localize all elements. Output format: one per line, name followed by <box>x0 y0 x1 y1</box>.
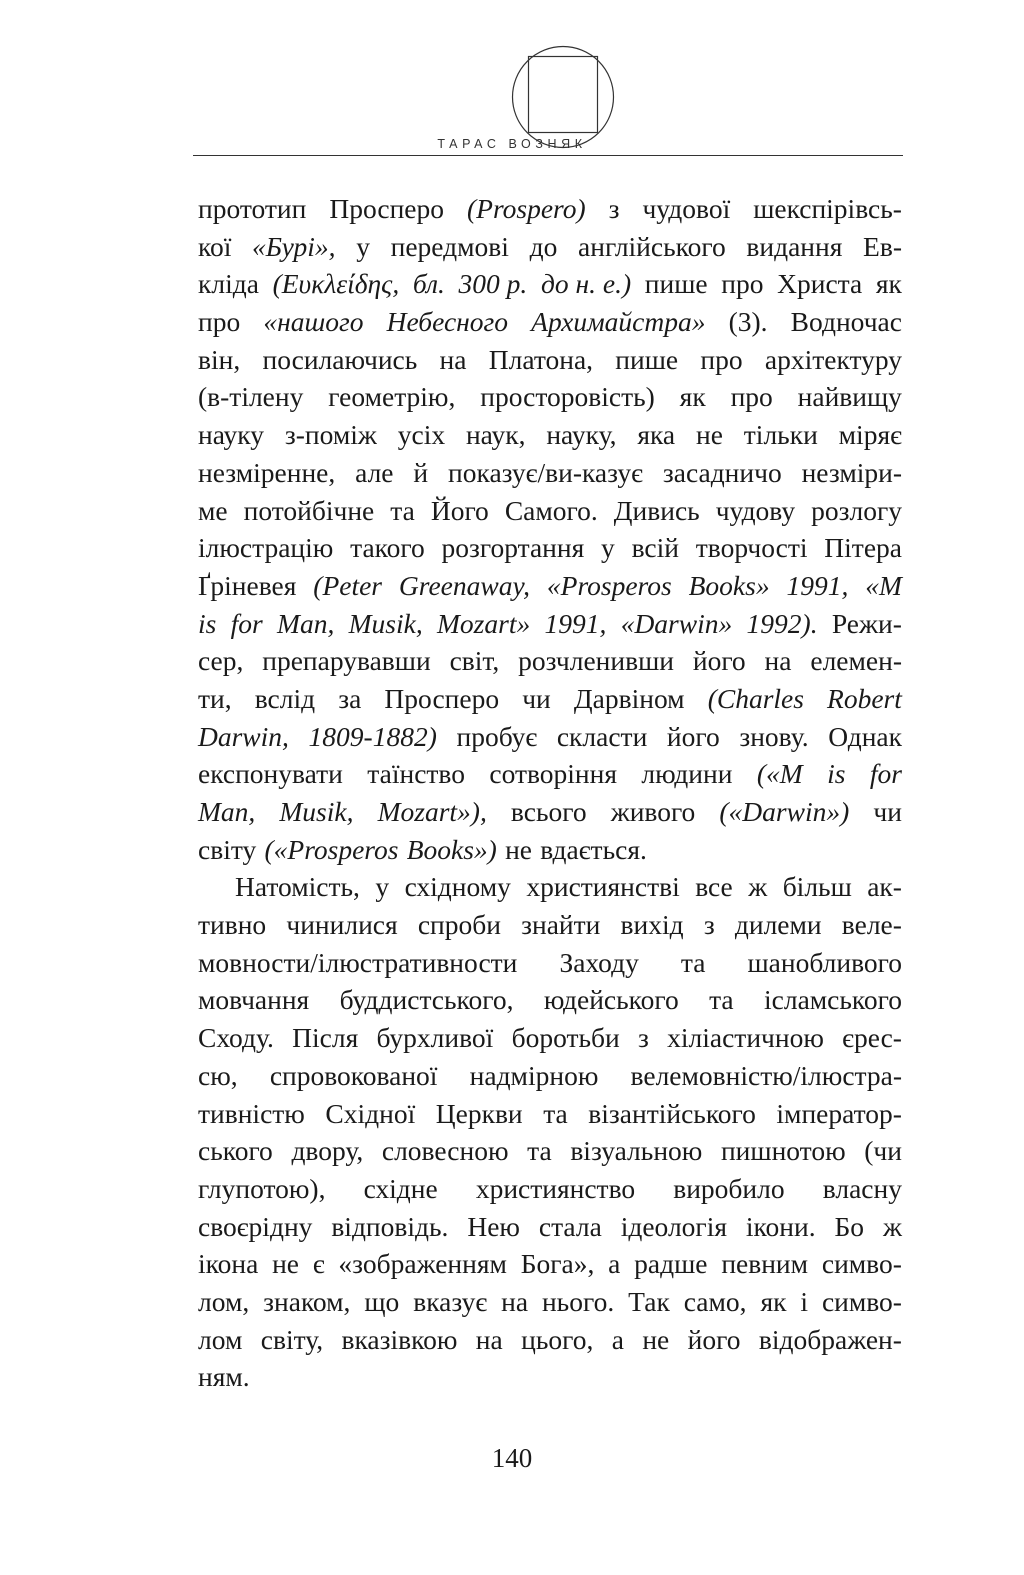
word: своєрідну <box>198 1210 313 1242</box>
word: сотворіння <box>489 758 618 790</box>
word: розгортання <box>441 532 585 564</box>
text-line <box>198 378 902 416</box>
text-line <box>198 605 902 643</box>
word: таїнство <box>367 758 465 790</box>
word: мовчання <box>198 984 310 1016</box>
word: спровокованої <box>269 1059 438 1091</box>
word: ак- <box>867 871 902 903</box>
word: потойбічне <box>243 494 375 526</box>
word: з <box>608 193 620 224</box>
text-line <box>198 567 902 605</box>
text-line <box>198 944 902 982</box>
word: розлогу <box>811 494 902 526</box>
word: всього <box>510 796 587 827</box>
text-line <box>198 1057 902 1095</box>
word: чи <box>522 682 551 714</box>
word: ідеологія <box>620 1210 727 1242</box>
word: пишнотою <box>720 1135 846 1167</box>
word: тивно <box>198 909 267 941</box>
word: Greenaway, <box>398 569 531 601</box>
paragraph <box>198 868 902 1396</box>
word: шанобливого <box>747 946 902 978</box>
word: Архимайстра» <box>531 306 706 338</box>
word: симво- <box>821 1285 902 1317</box>
word: є <box>312 1248 325 1280</box>
word: у <box>356 230 370 262</box>
paragraph <box>198 190 902 868</box>
word: ського <box>198 1135 273 1167</box>
text-line <box>198 718 902 756</box>
word: він, <box>198 343 241 375</box>
word: як <box>760 1285 787 1317</box>
word: Ґріневея <box>198 569 297 601</box>
word: дилеми <box>734 909 822 941</box>
text-line <box>198 906 902 944</box>
word: Musik, <box>279 796 354 827</box>
word: східне <box>363 1172 438 1204</box>
word: Сходу. <box>198 1022 274 1054</box>
text-line <box>198 1095 902 1133</box>
word: боротьби <box>511 1022 620 1054</box>
word: Платона, <box>488 343 594 375</box>
word: бурхливої <box>376 1022 494 1054</box>
word: про <box>198 306 241 338</box>
text-line <box>198 492 902 530</box>
word: про <box>721 268 764 300</box>
word: вихід <box>620 909 684 941</box>
word: а <box>608 1248 621 1280</box>
word: (Charles <box>707 682 804 714</box>
word: Robert <box>827 682 902 714</box>
text-line <box>198 680 902 718</box>
word: симво- <box>821 1248 902 1280</box>
word: та <box>709 984 734 1016</box>
word: знайти <box>521 909 601 941</box>
word: науку <box>198 419 264 451</box>
word: про <box>730 381 773 413</box>
word: 1809-1882) <box>308 720 437 752</box>
text-line <box>198 228 902 266</box>
word: чудову <box>715 494 796 526</box>
word: Дарвіном <box>573 682 685 714</box>
word: веле- <box>841 909 902 941</box>
word: пише <box>615 343 679 375</box>
word: «Darwin» <box>620 607 733 639</box>
word: візуальною <box>570 1135 703 1167</box>
word: живого <box>610 796 696 827</box>
word: виробило <box>673 1172 785 1204</box>
word: for <box>869 758 902 790</box>
word: на <box>475 1323 503 1355</box>
word: його <box>692 645 746 677</box>
word: а <box>611 1323 624 1355</box>
text-line <box>198 1245 902 1283</box>
word: глупотою), <box>198 1172 326 1204</box>
word: геометрію, <box>328 381 456 413</box>
word: кліда <box>198 268 259 300</box>
word: Man, <box>198 796 256 827</box>
word: до н. е.) <box>540 268 632 300</box>
word: на <box>764 645 792 677</box>
text-line <box>198 981 902 1019</box>
word: знаком, <box>263 1285 351 1317</box>
word: засадничо <box>662 456 782 488</box>
word: Східної <box>325 1097 416 1129</box>
word: усіх <box>397 419 446 451</box>
word: але <box>355 456 394 488</box>
word: християнстві <box>526 871 680 903</box>
word: відповідь. <box>331 1210 449 1242</box>
header-rule <box>193 155 903 156</box>
text-line <box>198 1321 902 1359</box>
word: Books») <box>406 833 497 865</box>
word: мовности/ілюстративности <box>198 946 518 978</box>
word: Натомість, <box>235 871 360 903</box>
word: Його <box>430 494 489 526</box>
text-line <box>198 831 902 869</box>
word: східному <box>404 871 511 903</box>
word: видання <box>746 230 843 262</box>
word: незміренне, <box>198 456 336 488</box>
word: («M <box>756 758 803 790</box>
text-line <box>198 1170 902 1208</box>
word: ме <box>198 494 228 526</box>
text-line <box>198 303 902 341</box>
word: науку, <box>546 419 617 451</box>
word: for <box>230 607 263 639</box>
word: (Ευκλείδης, <box>272 268 400 300</box>
word: на <box>439 343 467 375</box>
word: Режи- <box>831 607 902 639</box>
word: «Бурі», <box>252 230 336 262</box>
word: тивністю <box>198 1097 305 1129</box>
text-line <box>198 1208 902 1246</box>
word: ікони. <box>745 1210 816 1242</box>
word: препарувавши <box>262 645 431 677</box>
text-line <box>198 529 902 567</box>
text-line <box>198 454 902 492</box>
word: ням. <box>198 1361 250 1393</box>
word: все <box>695 871 733 903</box>
circle-square-emblem-icon <box>510 44 616 150</box>
running-head: ТАРАС ВОЗНЯК <box>437 137 587 151</box>
word: всій <box>631 532 679 564</box>
word: нього. <box>541 1285 615 1317</box>
word: його <box>666 720 720 752</box>
word: чудової <box>642 193 731 224</box>
word: не <box>272 1248 300 1280</box>
word: двору, <box>291 1135 364 1167</box>
word: наук, <box>465 419 526 451</box>
word: розчленивши <box>518 645 674 677</box>
text-line <box>198 642 902 680</box>
word: вказує <box>413 1285 488 1317</box>
word: ж <box>748 871 768 903</box>
word: більш <box>782 871 852 903</box>
word: і <box>800 1285 809 1317</box>
word: «Prosperos <box>546 569 672 601</box>
word: («Darwin») <box>719 796 850 827</box>
word: християнство <box>475 1172 636 1204</box>
word: («Prosperos <box>264 833 399 865</box>
word: вказівкою <box>341 1323 458 1355</box>
word: та <box>390 494 415 526</box>
word: «нашого <box>263 306 364 338</box>
word: єрес- <box>842 1022 902 1054</box>
text-line <box>198 190 902 228</box>
word: Man, <box>277 607 335 639</box>
word: з <box>638 1022 649 1054</box>
word: вдається. <box>540 833 647 865</box>
word: про <box>700 343 743 375</box>
word: з <box>703 909 715 941</box>
word: Після <box>292 1022 359 1054</box>
word: власну <box>822 1172 902 1204</box>
word: такого <box>350 532 425 564</box>
page-number: 140 <box>491 1443 533 1473</box>
word: шекспірівсь- <box>753 193 902 224</box>
word: Самого. <box>504 494 598 526</box>
word: за <box>338 682 362 714</box>
word: велемовністю/ілюстра- <box>630 1059 902 1091</box>
word: хіліастичною <box>667 1022 824 1054</box>
word: на <box>501 1285 529 1317</box>
word: посилаючись <box>262 343 418 375</box>
word: у <box>375 871 390 903</box>
word: міряє <box>838 419 902 451</box>
word: (3). <box>728 306 768 338</box>
text-line <box>198 1132 902 1170</box>
word: Однак <box>828 720 902 752</box>
word: елемен- <box>810 645 902 677</box>
word: спроби <box>417 909 501 941</box>
word: до <box>529 230 558 262</box>
word: у <box>601 532 615 564</box>
word: Пітера <box>824 532 902 564</box>
word: Просперо <box>384 682 500 714</box>
word: Ев- <box>863 230 902 262</box>
word: з-поміж <box>284 419 377 451</box>
text-line <box>198 416 902 454</box>
word: Musik, <box>348 607 423 639</box>
text-line <box>198 755 902 793</box>
word: ілюстрацію <box>198 532 334 564</box>
word: світу <box>198 833 257 865</box>
word: «M <box>865 569 902 601</box>
word: 1991, <box>544 607 607 639</box>
word: лом, <box>198 1285 250 1317</box>
word: бл. <box>412 268 445 300</box>
word: й <box>413 456 429 488</box>
word: пробує <box>456 720 538 752</box>
word: цього, <box>521 1323 594 1355</box>
word: Бо <box>834 1210 865 1242</box>
word: «зображенням <box>338 1248 507 1280</box>
word: Заходу <box>559 946 639 978</box>
word: 300 р. <box>458 268 528 300</box>
word: (чи <box>864 1135 902 1167</box>
word: як <box>875 268 902 300</box>
word: не <box>642 1323 670 1355</box>
word: юдейського <box>543 984 679 1016</box>
word: як <box>679 381 706 413</box>
word: Mozart»), <box>377 796 487 827</box>
word: Бога», <box>520 1248 595 1280</box>
word: передмові <box>390 230 509 262</box>
word: що <box>364 1285 400 1317</box>
text-line <box>198 1283 902 1321</box>
word: ти, <box>198 682 232 714</box>
word: імператор- <box>776 1097 902 1129</box>
word: словесною <box>381 1135 509 1167</box>
word: певним <box>721 1248 809 1280</box>
word: світу, <box>260 1323 324 1355</box>
word: не <box>695 419 723 451</box>
word: експонувати <box>198 758 343 790</box>
word: Darwin, <box>198 720 289 752</box>
word: та <box>527 1135 552 1167</box>
word: та <box>680 946 706 978</box>
word: архітектуру <box>764 343 902 375</box>
text-line <box>198 868 902 906</box>
word: просторовість) <box>480 381 655 413</box>
word: відображен- <box>758 1323 902 1355</box>
word: Просперо <box>329 193 445 224</box>
word: прототип <box>198 193 307 224</box>
word: (Prospero) <box>466 193 586 224</box>
word: пише <box>644 268 708 300</box>
text-line <box>198 1019 902 1057</box>
word: його <box>687 1323 741 1355</box>
word: Христа <box>777 268 863 300</box>
text-line <box>198 793 902 831</box>
word: Дивись <box>613 494 700 526</box>
word: чи <box>873 796 902 827</box>
word: ікона <box>198 1248 259 1280</box>
word: лом <box>198 1323 243 1355</box>
word: знову. <box>739 720 809 752</box>
word: сер, <box>198 645 244 677</box>
word: Так <box>628 1285 670 1317</box>
word: Водночас <box>790 306 902 338</box>
word: ісламського <box>764 984 902 1016</box>
body-text <box>198 190 902 1396</box>
word: яка <box>637 419 676 451</box>
word: вслід <box>254 682 316 714</box>
word: само, <box>683 1285 747 1317</box>
word: Books» <box>688 569 770 601</box>
word: 1992). <box>746 607 818 639</box>
word: ж <box>882 1210 902 1242</box>
word: та <box>543 1097 568 1129</box>
word: тільки <box>743 419 818 451</box>
word: чинилися <box>286 909 398 941</box>
word: Нею <box>467 1210 520 1242</box>
word: візантійського <box>588 1097 756 1129</box>
word: кої <box>198 230 232 262</box>
word: надмірною <box>469 1059 599 1091</box>
word: Mozart» <box>437 607 531 639</box>
word: (Peter <box>313 569 382 601</box>
word: англійського <box>578 230 726 262</box>
word: скласти <box>556 720 648 752</box>
word: людини <box>641 758 733 790</box>
word: Небесного <box>386 306 509 338</box>
word: світ, <box>449 645 500 677</box>
word: буддистського, <box>339 984 514 1016</box>
word: стала <box>538 1210 602 1242</box>
word: показує/ви-казує <box>448 456 643 488</box>
word: сю, <box>198 1059 238 1091</box>
text-line <box>198 265 902 303</box>
word: радше <box>634 1248 708 1280</box>
word: найвищу <box>797 381 902 413</box>
text-line <box>198 341 902 379</box>
word: Церкви <box>435 1097 523 1129</box>
word: (в-тілену <box>198 381 304 413</box>
word: незміри- <box>801 456 902 488</box>
word: не <box>505 833 532 865</box>
word: творчості <box>695 532 808 564</box>
word: is <box>827 758 846 790</box>
word: is <box>198 607 217 639</box>
text-line <box>198 1358 902 1396</box>
word: 1991, <box>786 569 849 601</box>
